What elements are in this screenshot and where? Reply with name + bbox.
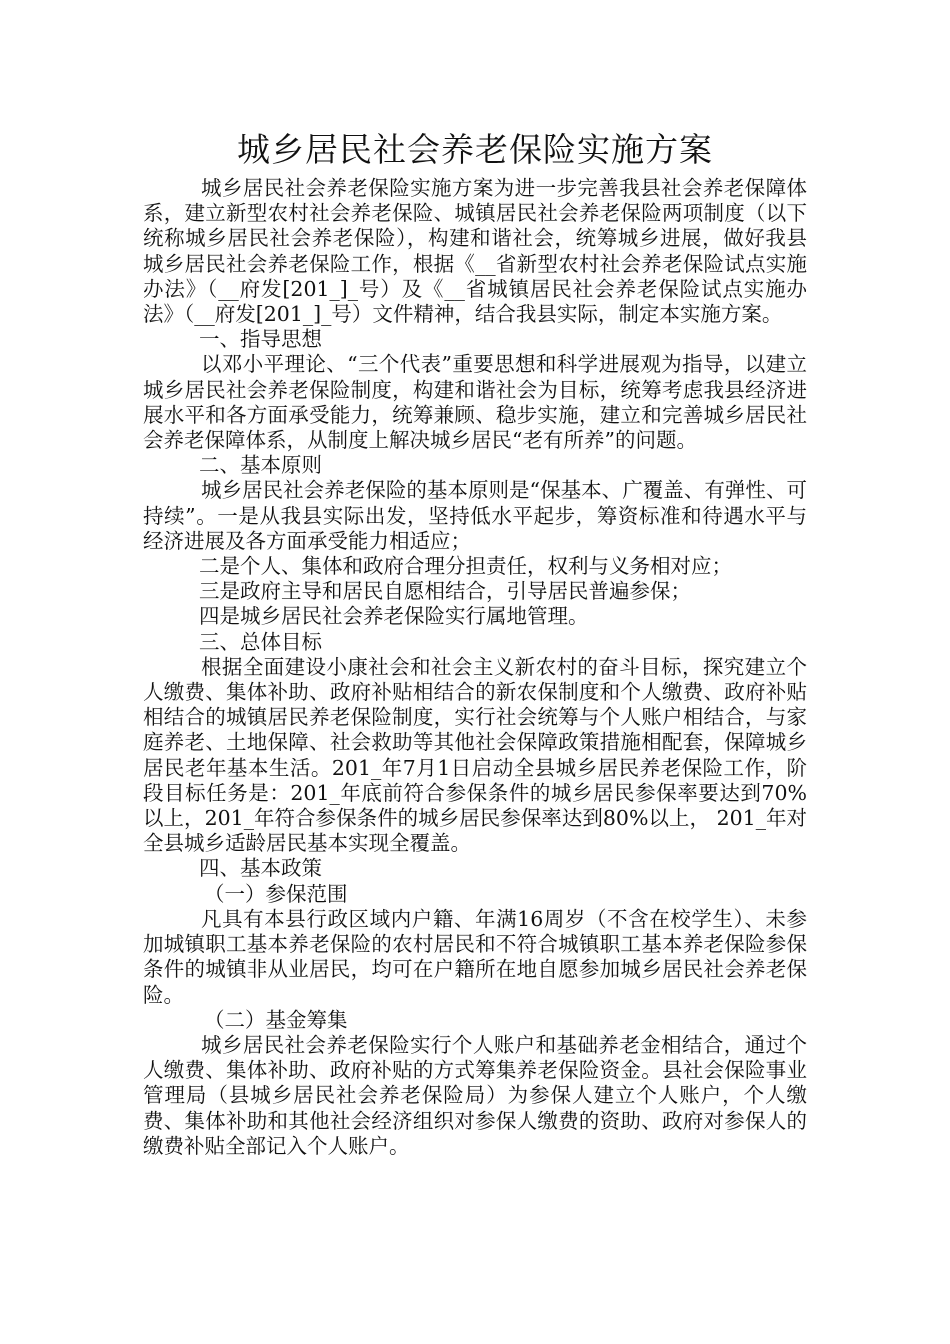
section-body-basic-principles: 城乡居民社会养老保险的基本原则是“保基本、广覆盖、有弹性、可持续”。一是从我县实际出发，坚持低水平起步，筹资标准和待遇水平与经济进展及各方面承受能力相适应； [143, 478, 807, 553]
subsection-heading-fund-raising: （二）基金筹集 [204, 1007, 348, 1032]
document-title: 城乡居民社会养老保险实施方案 [237, 130, 713, 169]
section-heading-overall-goal: 三、总体目标 [199, 629, 322, 654]
section-heading-basic-policy: 四、基本政策 [199, 856, 322, 881]
document-page [143, 128, 807, 1159]
subsection-body-fund-raising: 城乡居民社会养老保险实行个人账户和基础养老金相结合，通过个人缴费、集体补助、政府补贴的方式筹集养老保险资金。县社会保险事业管理局（县城乡居民社会养老保险局）为参保人建立个人账户，个人缴费、集体补助和其他社会经济组织对参保人缴费的资助、政府对参保人的缴费补贴全部记入个人账户。 [143, 1032, 807, 1158]
intro-paragraph: 城乡居民社会养老保险实施方案为进一步完善我县社会养老保障体系，建立新型农村社会养老保险、城镇居民社会养老保险两项制度（以下统称城乡居民社会养老保险），构建和谐社会，统筹城乡进展，做好我县城乡居民社会养老保险工作，根据《__省新型农村社会养老保险试点实施办法》（__府发[201_]_号）及《__省城镇居民社会养老保险试点实施办法》（__府发[201_]_号）文件精神，结合我县实际，制定本实施方案。 [143, 176, 807, 327]
principle-item-2: 二是个人、集体和政府合理分担责任，权利与义务相对应； [199, 554, 732, 579]
section-heading-guiding-thought: 一、指导思想 [199, 327, 322, 352]
section-body-guiding-thought: 以邓小平理论、“三个代表”重要思想和科学进展观为指导，以建立城乡居民社会养老保险制度，构建和谐社会为目标，统筹考虑我县经济进展水平和各方面承受能力，统筹兼顾、稳步实施，建立和完善城乡居民社会养老保障体系，从制度上解决城乡居民“老有所养”的问题。 [143, 352, 807, 453]
section-body-overall-goal: 根据全面建设小康社会和社会主义新农村的奋斗目标，探究建立个人缴费、集体补助、政府补贴相结合的新农保制度和个人缴费、政府补贴相结合的城镇居民养老保险制度，实行社会统筹与个人账户相结合，与家庭养老、土地保障、社会救助等其他社会保障政策措施相配套，保障城乡居民老年基本生活。201_年7月1日启动全县城乡居民养老保险工作，阶段目标任务是：201_年底前符合参保条件的城乡居民参保率要达到70%以上，201_年符合参保条件的城乡居民参保率达到80%以上， 201_年对全县城乡适龄居民基本实现全覆盖。 [143, 654, 807, 856]
principle-item-3: 三是政府主导和居民自愿相结合，引导居民普遍参保； [199, 579, 691, 604]
subsection-body-coverage: 凡具有本县行政区域内户籍、年满16周岁（不含在校学生）、未参加城镇职工基本养老保险的农村居民和不符合城镇职工基本养老保险参保条件的城镇非从业居民，均可在户籍所在地自愿参加城乡居民社会养老保险。 [143, 906, 807, 1007]
section-heading-basic-principles: 二、基本原则 [199, 453, 322, 478]
subsection-heading-coverage: （一）参保范围 [204, 881, 348, 906]
principle-item-4: 四是城乡居民社会养老保险实行属地管理。 [199, 604, 589, 629]
